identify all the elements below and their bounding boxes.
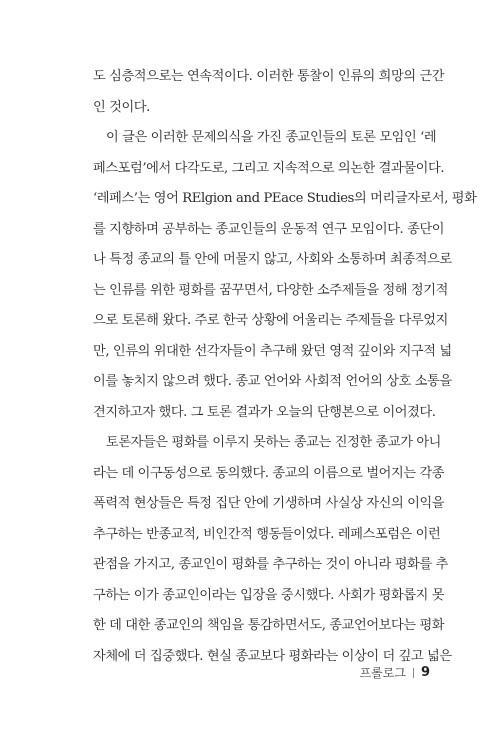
text-line: 이 글은 이러한 문제의식을 가진 종교인들의 토론 모임인 ‘레	[106, 130, 437, 145]
running-title: 프롤로그	[359, 666, 406, 680]
text-line: 만, 인류의 위대한 선각자들이 추구해 왔던 영적 깊이와 지구적 넓	[93, 343, 452, 359]
text-line: 토론자들은 평화를 이루지 못하는 종교는 진정한 종교가 아니	[106, 435, 442, 450]
text-line: 는 인류를 위한 평화를 꿈꾸면서, 다양한 소주제들을 정해 정기적	[93, 282, 448, 298]
text-line: 관점을 가지고, 종교인이 평화를 추구하는 것이 아니라 평화를 추	[93, 557, 448, 572]
text-line: 페스포럼’에서 다각도로, 그리고 지속적으로 의논한 결과물이다.	[93, 160, 445, 176]
text-line: 를 지향하며 공부하는 종교인들의 운동적 연구 모임이다. 종단이	[93, 221, 445, 237]
text-line: 폭력적 현상들은 특정 집단 안에 기생하며 사실상 자신의 이익을	[93, 496, 445, 511]
footer-divider	[413, 668, 414, 678]
page-footer	[360, 664, 430, 681]
text-line: 나 특정 종교의 틀 안에 머물지 않고, 사회와 소통하며 최종적으로	[93, 252, 452, 267]
text-line: ‘레페스’는 영어 RElgion and PEace Studies의 머리글자로서, 평화	[93, 191, 477, 206]
body-text	[93, 62, 477, 672]
text-line: 추구하는 반종교적, 비인간적 행동들이었다. 레페스포럼은 이런	[93, 526, 441, 542]
text-line: 구하는 이가 종교인이라는 입장을 중시했다. 사회가 평화롭지 못	[93, 587, 445, 603]
text-line: 도 심층적으로는 연속적이다. 이러한 통찰이 인류의 희망의 근간	[93, 69, 445, 84]
text-line: 견지하고자 했다. 그 토론 결과가 오늘의 단행본으로 이어졌다.	[93, 404, 436, 420]
page-number: 9	[420, 665, 430, 680]
text-line: 인 것이다.	[93, 99, 150, 115]
text-line: 한 데 대한 종교인의 책임을 통감하면서도, 종교언어보다는 평화	[93, 618, 445, 633]
text-line: 자체에 더 집중했다. 현실 종교보다 평화라는 이상이 더 깊고 넓은	[93, 648, 452, 664]
text-line: 이를 놓치지 않으려 했다. 종교 언어와 사회적 언어의 상호 소통을	[93, 374, 452, 389]
text-line: 으로 토론해 왔다. 주로 한국 상황에 어울리는 주제들을 다루었지	[93, 313, 448, 328]
text-line: 라는 데 이구동성으로 동의했다. 종교의 이름으로 벌어지는 각종	[93, 465, 445, 481]
